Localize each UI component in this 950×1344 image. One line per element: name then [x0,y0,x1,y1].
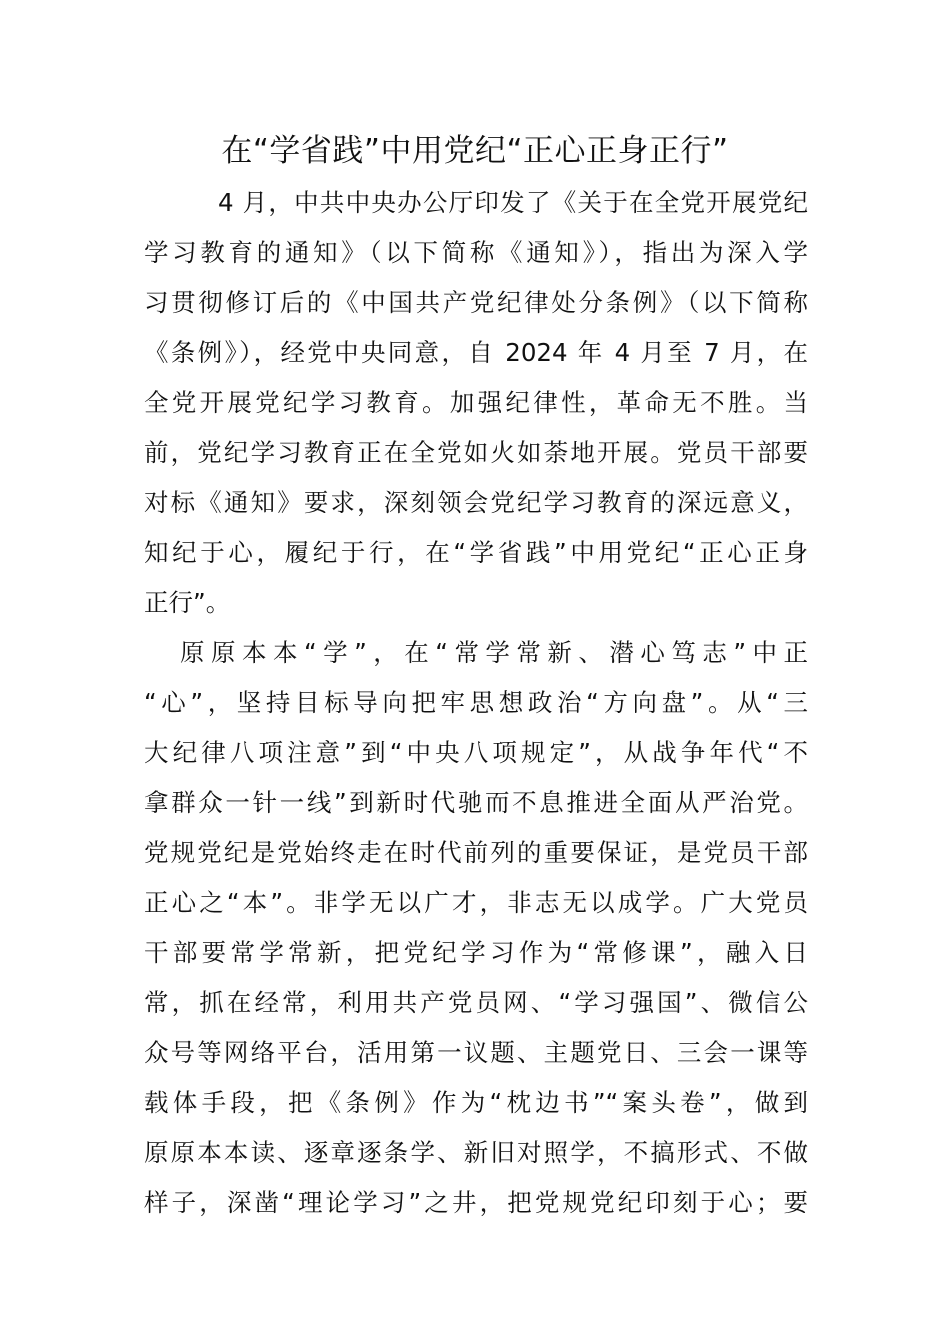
text-line: 常，抓在经常，利用共产党员网、“学习强国”、微信公 [144,988,808,1017]
text-line: 《条例》），经党中央同意，自 2024 年 4 月至 7 月，在 [144,338,808,367]
text-line: 样子，深凿“理论学习”之井，把党规党纪印刻于心；要 [144,1188,808,1217]
text-line: 党规党纪是党始终走在时代前列的重要保证，是党员干部 [144,838,808,867]
document-title: 在“学省践”中用党纪“正心正身正行” [221,133,729,169]
text-line: 载体手段，把《条例》作为“枕边书”“案头卷”，做到 [144,1088,808,1117]
text-line: 学习教育的通知》（以下简称《通知》），指出为深入学 [144,238,808,267]
text-line: 正行”。 [144,588,231,617]
text-line: 习贯彻修订后的《中国共产党纪律处分条例》（以下简称 [144,288,808,317]
text-line: 正心之“本”。非学无以广才，非志无以成学。广大党员 [144,888,808,917]
text-line: 4 月，中共中央办公厅印发了《关于在全党开展党纪 [218,188,808,217]
text-line: “心”，坚持目标导向把牢思想政治“方向盘”。从“三 [144,688,808,717]
text-line: 原原本本“学”，在“常学常新、潜心笃志”中正 [180,638,808,667]
text-line: 大纪律八项注意”到“中央八项规定”，从战争年代“不 [144,738,808,767]
text-line: 拿群众一针一线”到新时代驰而不息推进全面从严治党。 [144,788,808,817]
paragraph-1 [144,178,808,628]
text-line: 原原本本读、逐章逐条学、新旧对照学，不搞形式、不做 [144,1138,808,1167]
text-line: 知纪于心，履纪于行，在“学省践”中用党纪“正心正身 [144,538,808,567]
text-line: 众号等网络平台，活用第一议题、主题党日、三会一课等 [144,1038,808,1067]
document-body [144,178,808,1228]
paragraph-2 [144,628,808,1228]
text-line: 前，党纪学习教育正在全党如火如荼地开展。党员干部要 [144,438,808,467]
text-line: 干部要常学常新，把党纪学习作为“常修课”，融入日 [144,938,808,967]
text-line: 全党开展党纪学习教育。加强纪律性，革命无不胜。当 [144,388,808,417]
text-line: 对标《通知》要求，深刻领会党纪学习教育的深远意义， [144,488,808,517]
